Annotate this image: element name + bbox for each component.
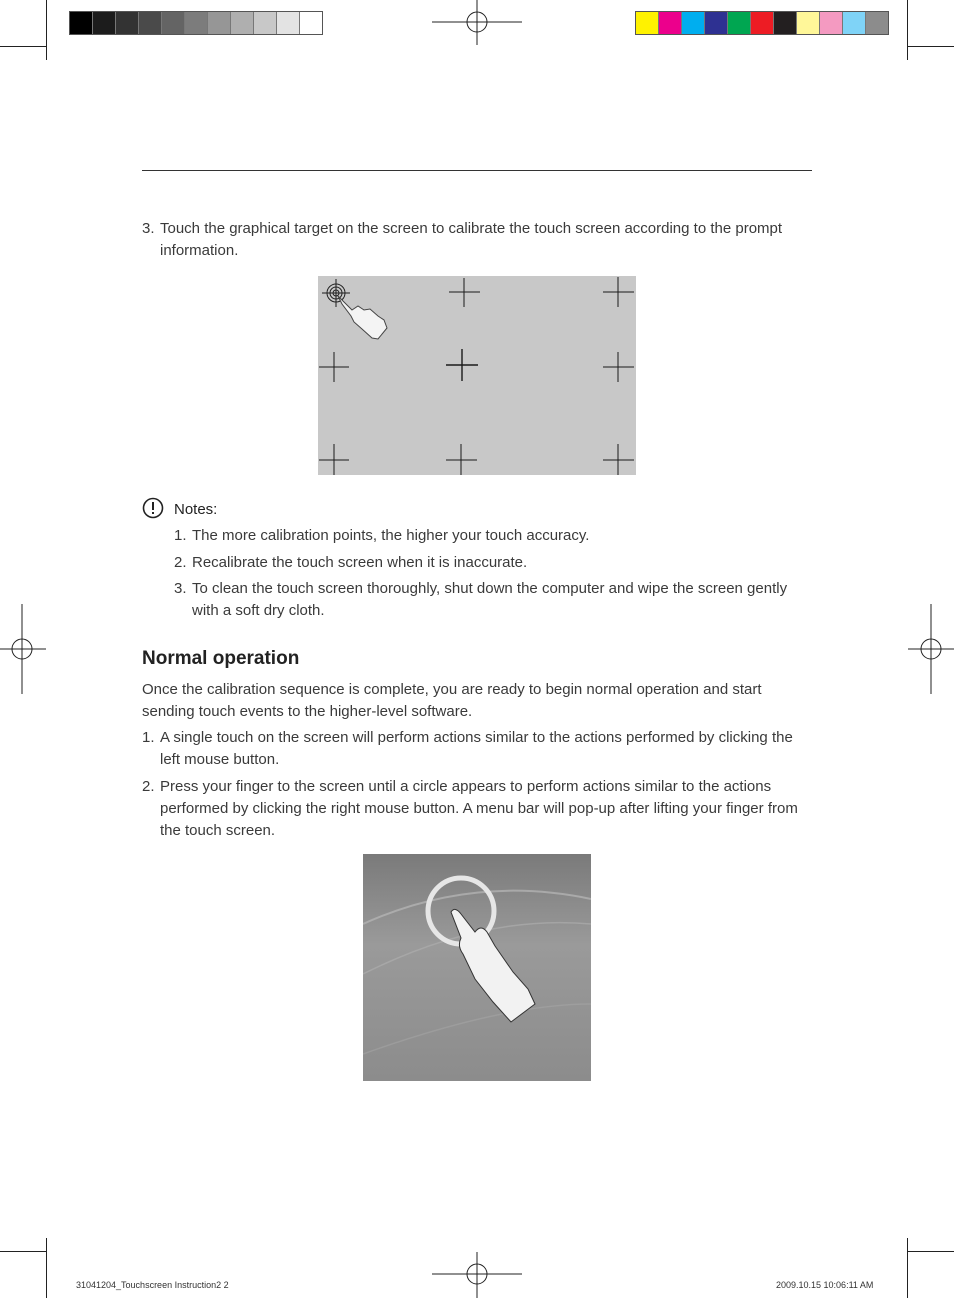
calibration-screen-illustration [318, 276, 636, 475]
footer-timestamp: 2009.10.15 10:06:11 AM [776, 1280, 874, 1290]
note-item [174, 552, 804, 574]
note-number: 1. [174, 527, 187, 544]
operation-item [142, 776, 812, 842]
note-text: Recalibrate the touch screen when it is inaccurate. [192, 554, 528, 571]
note-text: To clean the touch screen thoroughly, shut down the computer and wipe the screen gently with a soft dry cloth. [192, 580, 788, 619]
note-number: 2. [174, 554, 187, 571]
step-text: Touch the graphical target on the screen to calibrate the touch screen according to the prompt information. [160, 220, 783, 259]
notes-title: Notes: [174, 501, 218, 518]
footer-file-info: 31041204_Touchscreen Instruction2 2 [76, 1280, 229, 1290]
operation-number: 1. [142, 729, 155, 746]
operation-item [142, 727, 812, 771]
section-intro: Once the calibration sequence is complete, you are ready to begin normal operation and start sending touch events to the higher-level software. [142, 681, 762, 720]
header-rule [142, 170, 812, 171]
step-number: 3. [142, 220, 155, 237]
note-text: The more calibration points, the higher your touch accuracy. [192, 527, 590, 544]
operation-number: 2. [142, 778, 155, 795]
note-item [174, 525, 804, 547]
section-heading: Normal operation [142, 648, 300, 669]
operation-text: Press your finger to the screen until a circle appears to perform actions similar to the actions performed by clicking the right mouse button. A menu bar will pop-up after lifting your finger from the touch screen. [160, 778, 798, 839]
step-3 [142, 218, 812, 262]
operation-text: A single touch on the screen will perform actions similar to the actions performed by clicking the left mouse button. [160, 729, 793, 768]
exclamation-circle-icon [142, 497, 164, 519]
press-and-hold-illustration [363, 854, 591, 1081]
note-number: 3. [174, 580, 187, 597]
note-item [174, 578, 804, 622]
